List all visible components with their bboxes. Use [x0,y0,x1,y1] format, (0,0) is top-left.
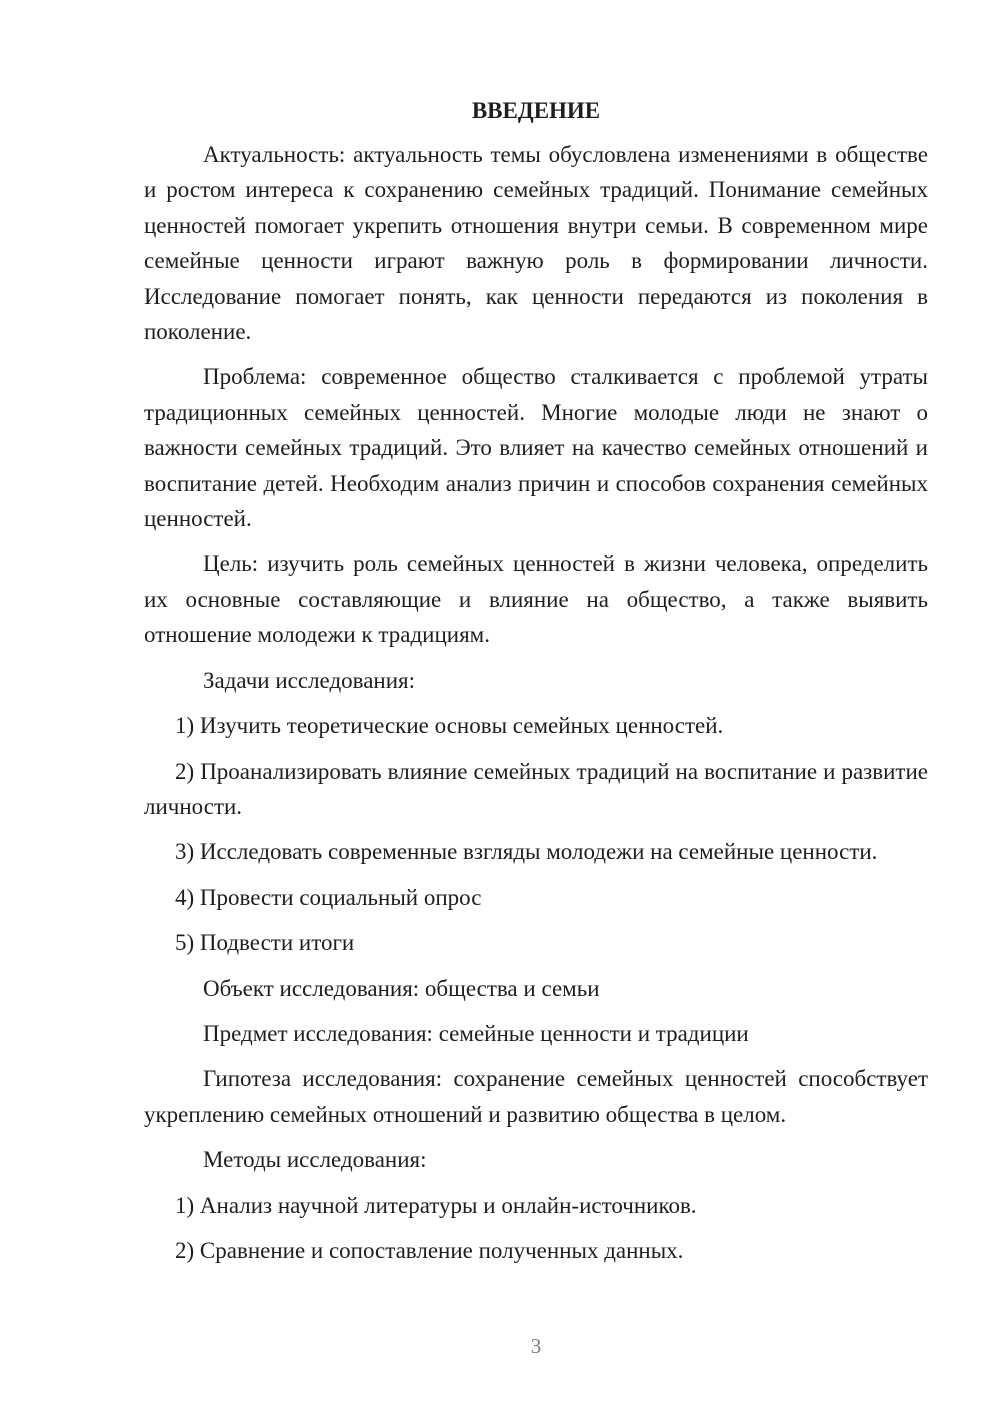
subject-paragraph: Предмет исследования: семейные ценности и традиции [203,1020,749,1046]
task-item: 2) Проанализировать влияние семейных традиций на воспитание и развитие личности. [144,758,928,819]
hypothesis-paragraph: Гипотеза исследования: сохранение семейных ценностей способствует укреплению семейных отношений и развитию общества в целом. [144,1066,928,1127]
method-item: 1) Анализ научной литературы и онлайн-источников. [175,1192,697,1218]
page-title: ВВЕДЕНИЕ [471,98,601,123]
methods-heading: Методы исследования: [203,1147,427,1173]
relevance-paragraph: Актуальность: актуальность темы обусловлена изменениями в обществе и ростом интереса к сохранению семейных традиций. Понимание семейных ценностей помогает укрепить отношения внутри семьи. В современном мире семейные ценности играют важную роль в формировании личности. Исследование помогает понять, как ценности передаются из поколения в поколение. [144,142,928,345]
page-number: 3 [530,1334,542,1358]
problem-paragraph: Проблема: современное общество сталкивается с проблемой утраты традиционных семейных ценностей. Многие молодые люди не знают о важности семейных традиций. Это влияет на качество семейных отношений и воспитание детей. Необходим анализ причин и способов сохранения семейных ценностей. [144,364,928,532]
task-item: 5) Подвести итоги [175,930,355,956]
tasks-heading: Задачи исследования: [203,667,416,693]
page-content [144,95,928,1278]
object-paragraph: Объект исследования: общества и семьи [203,975,600,1001]
task-item: 4) Провести социальный опрос [175,884,482,910]
task-item: 1) Изучить теоретические основы семейных ценностей. [175,713,724,739]
task-item: 3) Исследовать современные взгляды молодежи на семейные ценности. [175,839,878,865]
method-item: 2) Сравнение и сопоставление полученных данных. [175,1237,684,1263]
goal-paragraph: Цель: изучить роль семейных ценностей в жизни человека, определить их основные составляющие и влияние на общество, а также выявить отношение молодежи к традициям. [144,551,928,648]
